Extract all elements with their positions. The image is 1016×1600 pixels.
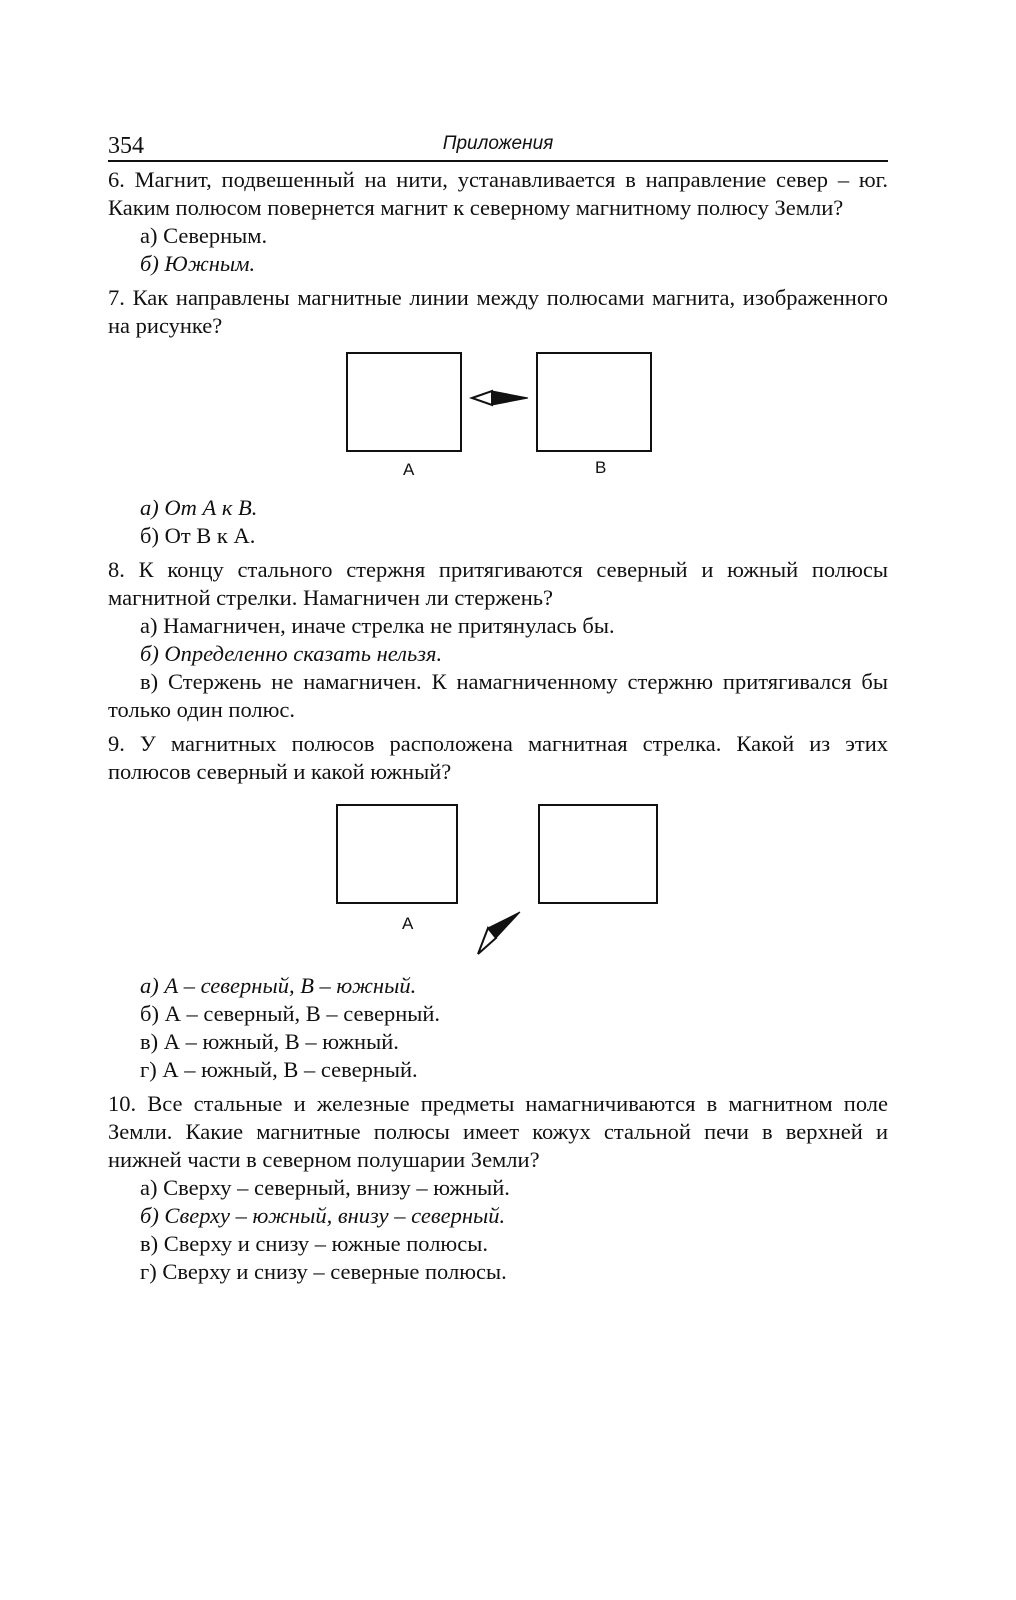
answer-a: а) А – северный, В – южный. [140, 973, 417, 998]
answer-b: б) Южным. [140, 251, 256, 276]
page-header [108, 133, 888, 161]
answer-d: г) Сверху и снизу – северные полюсы. [140, 1259, 507, 1284]
answer-b: б) Определенно сказать нельзя. [140, 641, 443, 666]
question-9 [108, 730, 888, 1084]
question-6 [108, 166, 888, 278]
answer-a: а) Северным. [140, 223, 268, 248]
label-a: А [403, 460, 415, 479]
question-8 [108, 556, 888, 724]
question-text: 10. Все стальные и железные предметы намагничиваются в магнитном поле Земли. Какие магнитные полюсы имеет кожух стальной печи в верхней и нижней части в северном полушарии Земли? [108, 1091, 888, 1172]
compass-needle-icon [470, 388, 530, 408]
answer-b: б) А – северный, В – северный. [140, 1001, 441, 1026]
header-rule [108, 160, 888, 162]
running-title: Приложения [442, 133, 554, 154]
page-number: 354 [108, 133, 144, 159]
answer-b: б) Сверху – южный, внизу – северный. [140, 1203, 506, 1228]
question-7 [108, 284, 888, 550]
answer-a: а) Сверху – северный, внизу – южный. [140, 1175, 510, 1200]
pole-box-b [536, 352, 652, 452]
answer-c: в) Стержень не намагничен. К намагниченному стержню притягивался бы только один полюс. [108, 669, 888, 722]
question-10 [108, 1090, 888, 1286]
page-content [108, 166, 888, 1292]
answer-a: а) Намагничен, иначе стрелка не притянулась бы. [140, 613, 615, 638]
magnet-figure-7 [108, 352, 888, 478]
label-a: А [402, 914, 414, 933]
answer-a: а) От А к В. [140, 495, 258, 520]
answer-c: в) А – южный, В – южный. [140, 1029, 399, 1054]
question-text: 9. У магнитных полюсов расположена магнитная стрелка. Какой из этих полюсов северный и какой южный? [108, 731, 888, 784]
label-b: В [595, 458, 607, 477]
question-text: 7. Как направлены магнитные линии между полюсами магнита, изображенного на рисунке? [108, 285, 888, 338]
pole-box-b [538, 804, 658, 904]
pole-box-a [346, 352, 462, 452]
pole-box-a [336, 804, 458, 904]
compass-needle-icon [474, 910, 524, 956]
answer-d: г) А – южный, В – северный. [140, 1057, 418, 1082]
answer-c: в) Сверху и снизу – южные полюсы. [140, 1231, 488, 1256]
answer-b: б) От В к А. [140, 523, 256, 548]
question-text: 8. К концу стального стержня притягиваются северный и южный полюсы магнитной стрелки. Намагничен ли стержень? [108, 557, 888, 610]
question-text: 6. Магнит, подвешенный на нити, устанавливается в направление север – юг. Каким полюсом повернется магнит к северному магнитному полюсу Земли? [108, 167, 888, 220]
magnet-figure-9 [108, 804, 888, 972]
